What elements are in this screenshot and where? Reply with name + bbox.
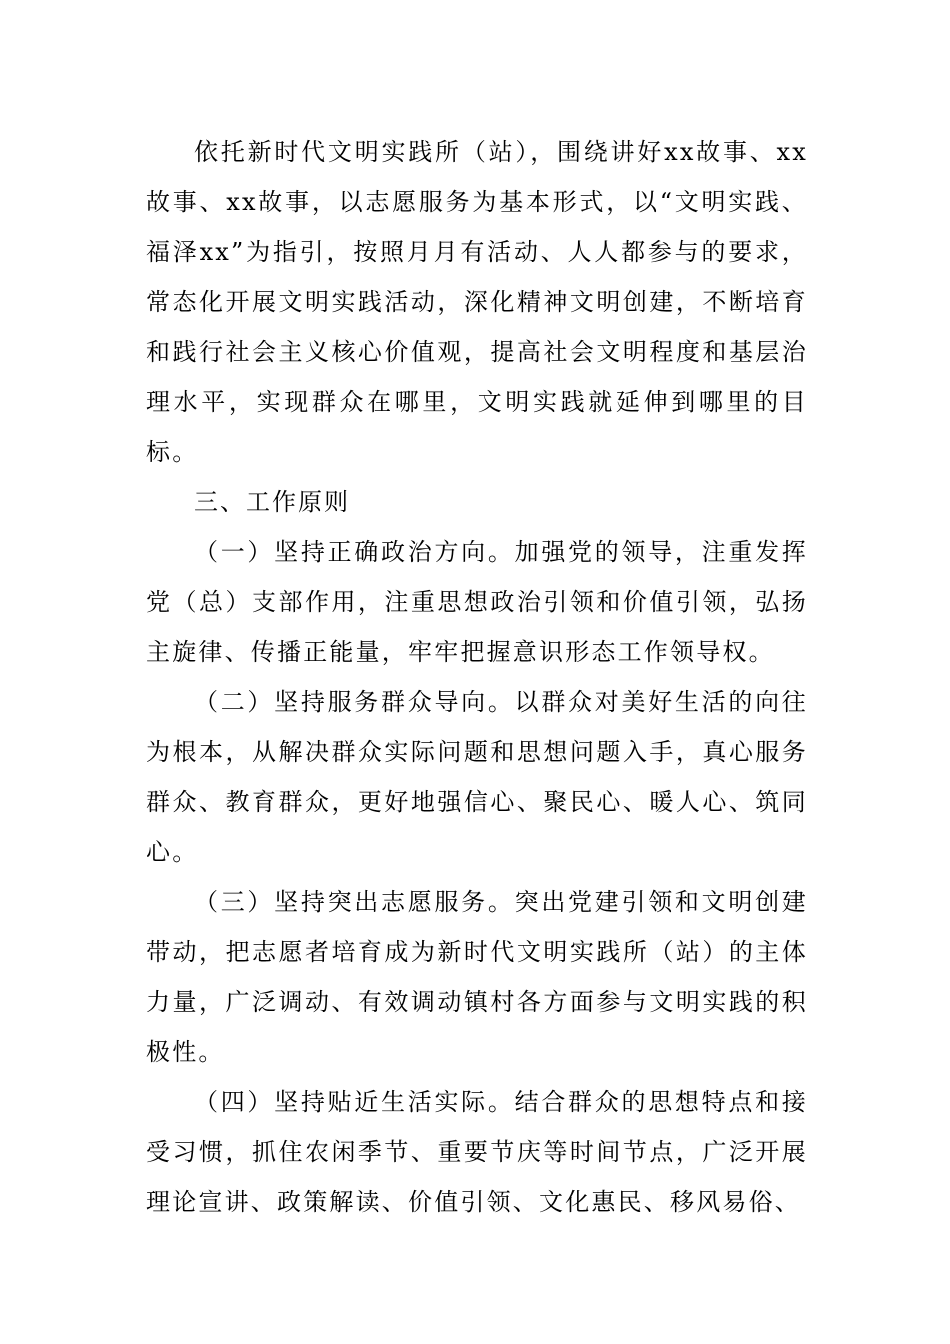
principle-paragraph-1: （一）坚持正确政治方向。加强党的领导，注重发挥党（总）支部作用，注重思想政治引领和价值引领，弘扬主旋律、传播正能量，牢牢把握意识形态工作领导权。 bbox=[146, 538, 808, 666]
principle-paragraph-3: （三）坚持突出志愿服务。突出党建引领和文明创建带动，把志愿者培育成为新时代文明实践所（站）的主体力量，广泛调动、有效调动镇村各方面参与文明实践的积极性。 bbox=[146, 888, 808, 1066]
section-heading: 三、工作原则 bbox=[194, 488, 350, 516]
document-body bbox=[146, 127, 808, 1227]
intro-paragraph: 依托新时代文明实践所（站），围绕讲好xx故事、xx故事、xx故事，以志愿服务为基本形式，以“文明实践、福泽xx”为指引，按照月月有活动、人人都参与的要求，常态化开展文明实践活动，深化精神文明创建，不断培育和践行社会主义核心价值观，提高社会文明程度和基层治理水平，实现群众在哪里，文明实践就延伸到哪里的目标。 bbox=[146, 138, 808, 466]
principle-paragraph-2: （二）坚持服务群众导向。以群众对美好生活的向往为根本，从解决群众实际问题和思想问题入手，真心服务群众、教育群众，更好地强信心、聚民心、暖人心、筑同心。 bbox=[146, 688, 808, 866]
principle-paragraph-4: （四）坚持贴近生活实际。结合群众的思想特点和接受习惯，抓住农闲季节、重要节庆等时间节点，广泛开展理论宣讲、政策解读、价值引领、文化惠民、移风易俗、 bbox=[146, 1088, 808, 1216]
